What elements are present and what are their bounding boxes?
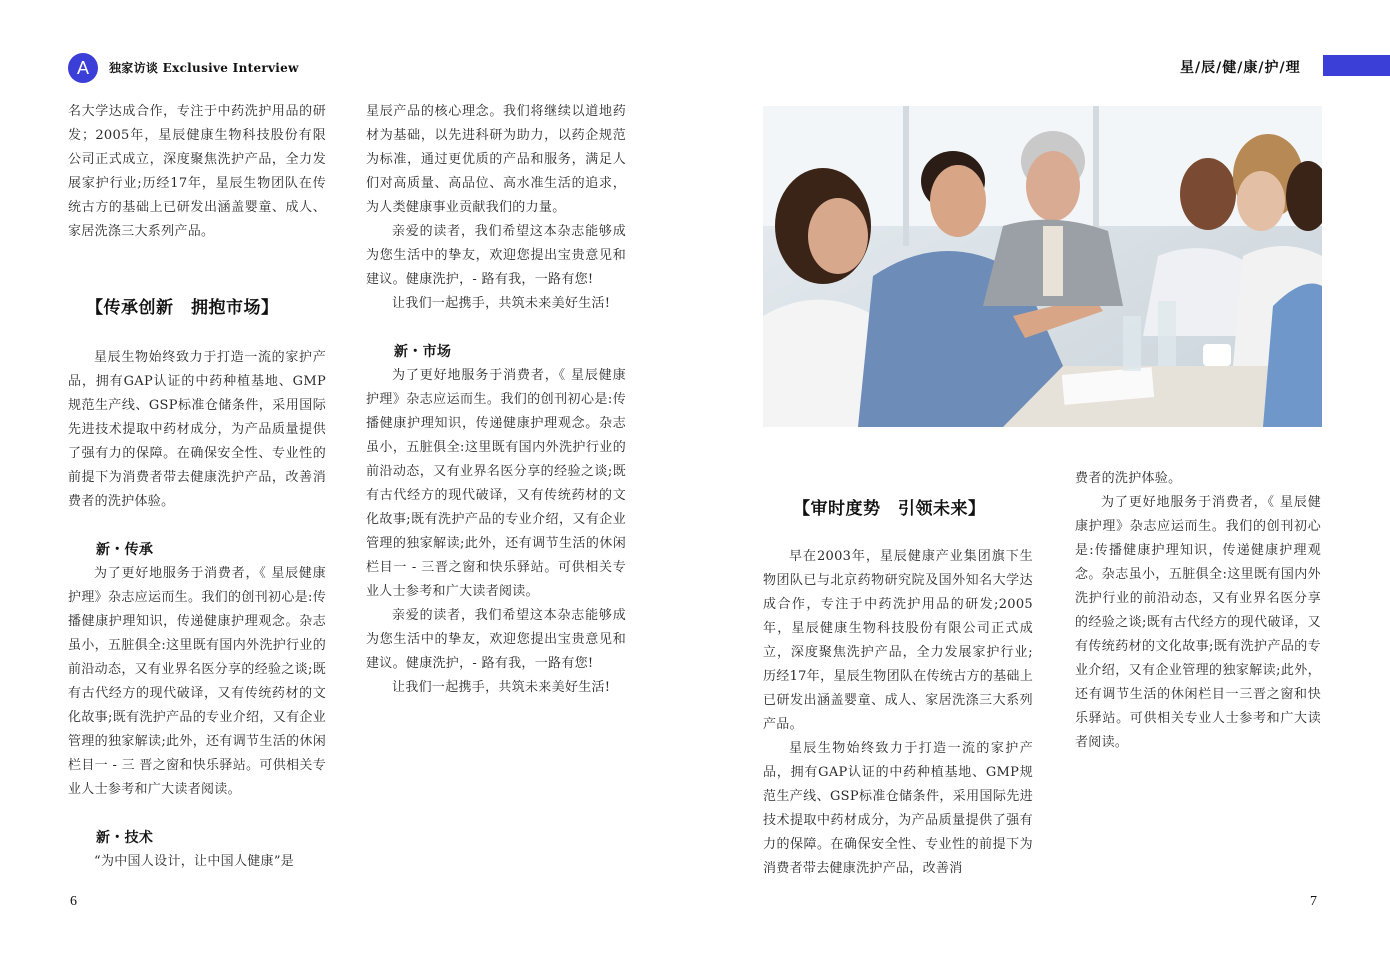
- page-number-left: 6: [70, 894, 77, 909]
- accent-bar: [1323, 55, 1390, 76]
- sub-heading: 新・技术: [96, 830, 154, 846]
- right-col-1: [763, 499, 1033, 881]
- section-badge: A: [68, 53, 98, 83]
- body-paragraph: 星辰生物始终致力于打造一流的家护产品，拥有GAP认证的中药种植基地、GMP规范生产线、GSP标准仓储条件，采用国际先进技术提取中药材成分，为产品质量提供了强有力的保障。在确保安全性、专业性的前提下为消费者带去健康洗护产品，改善消: [763, 741, 1033, 876]
- magazine-name: 星/辰/健/康/护/理: [1180, 60, 1301, 76]
- body-paragraph: 星辰产品的核心理念。我们将继续以道地药材为基础，以先进科研为助力，以药企规范为标准，通过更优质的产品和服务，满足人们对高质量、高品位、高水准生活的追求，为人类健康事业贡献我们的力量。: [366, 104, 626, 215]
- left-col-1: [68, 100, 326, 874]
- right-col-2: [1075, 467, 1321, 755]
- intro-paragraph: 名大学达成合作，专注于中药洗护用品的研发；2005年，星辰健康生物科技股份有限公司正式成立，深度聚焦洗护产品，全力发展家护行业;历经17年，星辰生物团队在传统古方的基础上已研发出涵盖婴童、成人、家居洗涤三大系列产品。: [68, 104, 326, 239]
- body-paragraph: 为了更好地服务于消费者，《 星辰健康护理》杂志应运而生。我们的创刊初心是:传播健康护理知识，传递健康护理观念。杂志虽小，五脏俱全:这里既有国内外洗护行业的前沿动态，又有业界名医分享的经验之谈;既有古代经方的现代破译，又有传统药材的文化故事;既有洗护产品的专业介绍，又有企业管理的独家解读;此外，还有调节生活的休闲栏目一三晋之窗和快乐驿站。可供相关专业人士参考和广大读者阅读。: [1075, 495, 1321, 750]
- body-paragraph: 亲爱的读者，我们希望这本杂志能够成为您生活中的挚友，欢迎您提出宝贵意见和建议。健康洗护，- 路有我，一路有您!: [366, 224, 626, 287]
- body-paragraph: 早在2003年，星辰健康产业集团旗下生物团队已与北京药物研究院及国外知名大学达成合作，专注于中药洗护用品的研发;2005年，星辰健康生物科技股份有限公司正式成立，深度聚焦洗护产品，全力发展家护行业;历经17年，星辰生物团队在传统古方的基础上已研发出涵盖婴童、成人、家居洗涤三大系列产品。: [763, 549, 1033, 732]
- business-meeting-photo: [763, 106, 1322, 427]
- body-paragraph: 让我们一起携手，共筑未来美好生活!: [392, 680, 611, 695]
- body-paragraph: 亲爱的读者，我们希望这本杂志能够成为您生活中的挚友，欢迎您提出宝贵意见和建议。健康洗护，- 路有我，一路有您!: [366, 608, 626, 671]
- body-paragraph: 费者的洗护体验。: [1075, 471, 1182, 486]
- body-paragraph: 为了更好地服务于消费者，《 星辰健康护理》杂志应运而生。我们的创刊初心是:传播健康护理知识，传递健康护理观念。杂志虽小，五脏俱全:这里既有国内外洗护行业的前沿动态，又有业界名医分享的经验之谈;既有古代经方的现代破译，又有传统药材的文化故事;既有洗护产品的专业介绍，又有企业管理的独家解读;此外，还有调节生活的休闲栏目一 - 三晋之窗和快乐驿站。可供相关专业人士参考和广大读者阅读。: [366, 368, 626, 599]
- sub-heading: 新・传承: [96, 542, 154, 558]
- left-col-2: [366, 100, 626, 700]
- body-paragraph: “为中国人设计，让中国人健康”是: [94, 854, 295, 869]
- page-number-right: 7: [1310, 894, 1317, 909]
- body-paragraph: 为了更好地服务于消费者，《 星辰健康护理》杂志应运而生。我们的创刊初心是:传播健康护理知识，传递健康护理观念。杂志虽小，五脏俱全:这里既有国内外洗护行业的前沿动态，又有业界名医分享的经验之谈;既有古代经方的现代破译，又有传统药材的文化故事;既有洗护产品的专业介绍，又有企业管理的独家解读;此外，还有调节生活的休闲栏目一 - 三 晋之窗和快乐驿站。可供相关专业人士参考和广大读者阅读。: [68, 566, 326, 797]
- section-heading: 【审时度势 引领未来】: [793, 499, 986, 519]
- body-paragraph: 让我们一起携手，共筑未来美好生活!: [392, 296, 611, 311]
- sub-heading: 新・市场: [394, 344, 452, 360]
- section-title: 独家访谈 Exclusive Interview: [109, 61, 299, 75]
- body-paragraph: 星辰生物始终致力于打造一流的家护产品，拥有GAP认证的中药种植基地、GMP规范生产线、GSP标准仓储条件，采用国际先进技术提取中药材成分，为产品质量提供了强有力的保障。在确保安全性、专业性的前提下为消费者带去健康洗护产品，改善消费者的洗护体验。: [68, 350, 326, 509]
- section-heading: 【传承创新 拥抱市场】: [86, 298, 279, 318]
